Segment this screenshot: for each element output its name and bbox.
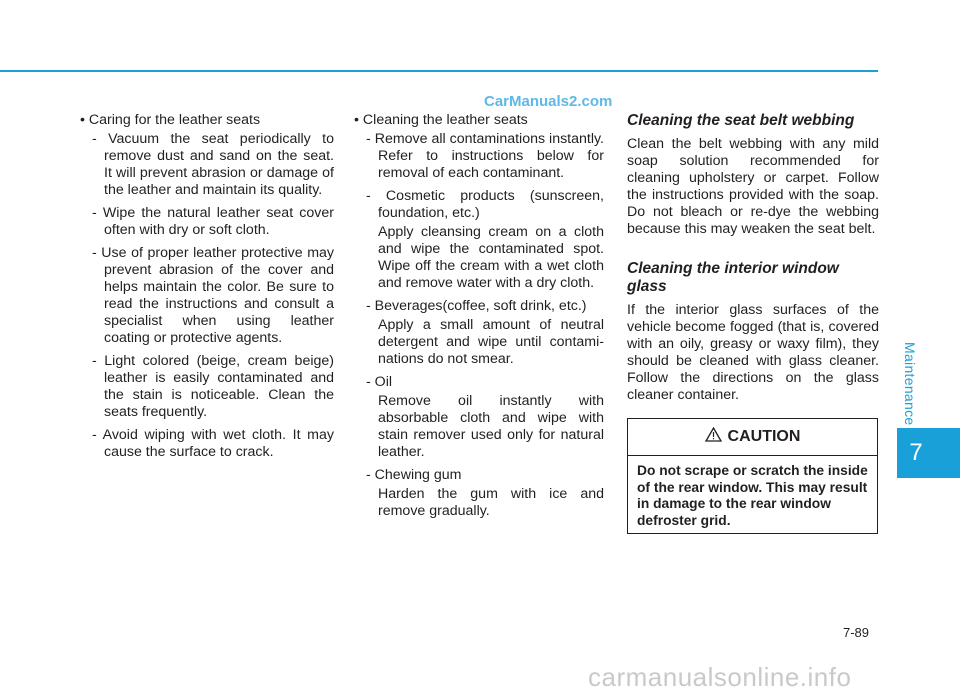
list-item-note: Apply cleansing cream on a cloth and wipe the contaminated spot. Wipe off the cream with a wet cloth and remove water with a dry cloth.	[378, 224, 604, 291]
caution-text: Do not scrape or scratch the inside of the rear window. This may result in damage to the rear window defroster grid.	[637, 463, 868, 528]
list-item: - Cosmetic products (sunscreen, foundation, etc.)	[366, 188, 604, 221]
list-item: - Remove all contaminations instantly. Refer to instructions below for removal of each contaminant.	[366, 131, 604, 181]
bullet-heading: • Caring for the leather seats	[80, 112, 334, 129]
caution-box	[627, 418, 878, 534]
paragraph: If the interior glass surfaces of the vehicle become fogged (that is, covered with an oily, greasy or waxy film), they should be cleaned with glass cleaner. Follow the directions on the glass cleaner container.	[627, 302, 879, 403]
column-leather-care	[80, 112, 334, 467]
chapter-tab	[897, 428, 960, 478]
chapter-number: 7	[909, 439, 923, 466]
list-item: - Vacuum the seat periodically to remove dust and sand on the seat. It will prevent abrasion or damage of the leather and maintain its quality.	[92, 131, 334, 198]
warning-triangle-icon	[705, 427, 722, 447]
section-heading: Cleaning the seat belt webbing	[627, 112, 855, 129]
list-item: - Avoid wiping with wet cloth. It may cause the surface to crack.	[92, 427, 334, 460]
section-label-text: Maintenance	[902, 342, 918, 426]
list-item-note: Harden the gum with ice and remove gradually.	[378, 486, 604, 519]
caution-header	[628, 419, 877, 456]
column-leather-cleaning	[354, 112, 604, 526]
list-item: - Chewing gum	[366, 467, 462, 483]
list-item: - Oil	[366, 374, 393, 390]
list-item: - Beverages(coffee, soft drink, etc.)	[366, 298, 587, 314]
watermark-bottom: carmanualsonline.info	[588, 662, 852, 692]
caution-title: CAUTION	[727, 428, 801, 445]
list-item: - Wipe the natural leather seat cover often with dry or soft cloth.	[92, 205, 334, 238]
list-item-note: Apply a small amount of neutral detergent and wipe until contaminations do not smear.	[378, 317, 604, 367]
column-belt-glass	[627, 112, 879, 418]
page-number: 7-89	[843, 625, 870, 640]
header-rule	[0, 70, 878, 72]
watermark-top: CarManuals2.com	[484, 93, 613, 110]
section-tab-label	[900, 342, 920, 442]
paragraph: Clean the belt webbing with any mild soap solution recommended for cleaning upholstery or carpet. Follow the instructions provided with the soap. Do not bleach or re-dye the webbing because this may weaken the seat belt.	[627, 136, 879, 237]
bullet-heading: • Cleaning the leather seats	[354, 112, 604, 129]
section-heading: Cleaning the interior window glass	[627, 260, 839, 295]
list-item: - Use of proper leather protective may prevent abrasion of the cover and helps maintain the color. Be sure to read the instructions and consult a specialist when using leather coating or protective agents.	[92, 245, 334, 346]
list-item: - Light colored (beige, cream beige) leather is easily contaminated and the stain is noticeable. Clean the seats frequently.	[92, 353, 334, 420]
list-item-note: Remove oil instantly with absorbable cloth and wipe with stain remover used only for natural leather.	[378, 393, 604, 460]
